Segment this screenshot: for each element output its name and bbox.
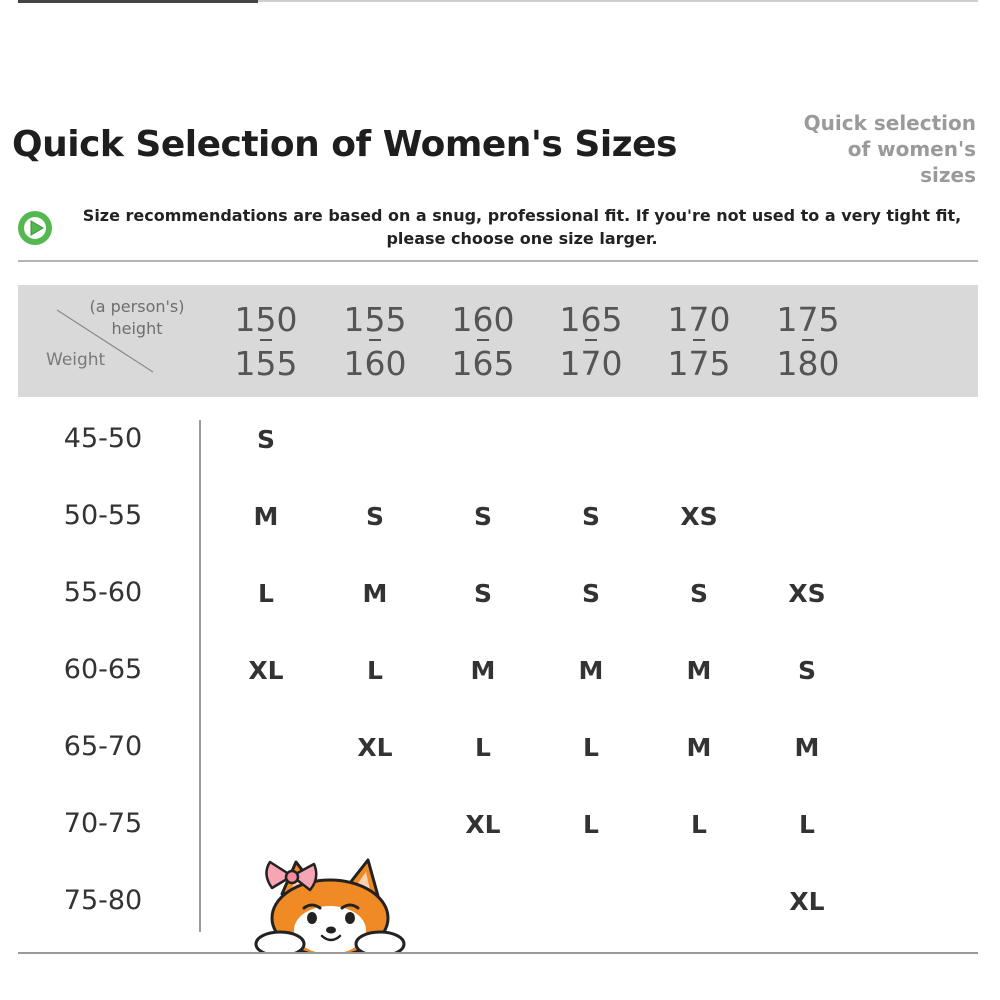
height-from: 155 bbox=[343, 300, 407, 339]
size-cell: S bbox=[365, 502, 384, 531]
size-cell: L bbox=[583, 733, 599, 762]
height-column-1 bbox=[325, 298, 425, 386]
size-cell: L bbox=[583, 810, 599, 839]
size-cell: M bbox=[470, 656, 496, 685]
weight-column-divider bbox=[199, 420, 201, 932]
size-cell: L bbox=[799, 810, 815, 839]
size-cell: L bbox=[258, 579, 274, 608]
corner-height-label: (a person's) height bbox=[89, 297, 185, 338]
weight-range-label: 65-70 bbox=[63, 731, 143, 762]
height-from: 175 bbox=[776, 300, 840, 339]
top-divider-accent bbox=[18, 0, 258, 3]
size-cell: XL bbox=[465, 810, 501, 839]
size-cell: S bbox=[473, 579, 492, 608]
page-subtitle: Quick selection of women's sizes bbox=[803, 111, 976, 187]
corner-weight-label: Weight bbox=[46, 350, 106, 370]
size-cell: S bbox=[581, 502, 600, 531]
size-cell: M bbox=[362, 579, 388, 608]
weight-range-label: 60-65 bbox=[63, 654, 143, 685]
height-to: 180 bbox=[758, 342, 858, 386]
size-cell: XS bbox=[680, 502, 718, 531]
size-cell: XL bbox=[248, 656, 284, 685]
size-cell: M bbox=[794, 733, 820, 762]
height-column-3 bbox=[541, 298, 641, 386]
height-to: 155 bbox=[216, 342, 316, 386]
size-cell: L bbox=[475, 733, 491, 762]
height-to: 175 bbox=[649, 342, 749, 386]
size-cell: S bbox=[581, 579, 600, 608]
height-column-5 bbox=[758, 298, 858, 386]
size-cell: S bbox=[797, 656, 816, 685]
height-from: 150 bbox=[234, 300, 298, 339]
weight-range-label: 75-80 bbox=[63, 885, 143, 916]
height-column-0 bbox=[216, 298, 316, 386]
weight-range-label: 55-60 bbox=[63, 577, 143, 608]
height-from: 160 bbox=[451, 300, 515, 339]
weight-range-label: 70-75 bbox=[63, 808, 143, 839]
size-cell: XL bbox=[789, 887, 825, 916]
size-cell: XL bbox=[357, 733, 393, 762]
play-circle-icon bbox=[18, 211, 52, 245]
height-from: 165 bbox=[559, 300, 623, 339]
size-cell: L bbox=[691, 810, 707, 839]
weight-range-label: 50-55 bbox=[63, 500, 143, 531]
size-cell: M bbox=[686, 733, 712, 762]
size-cell: S bbox=[689, 579, 708, 608]
height-to: 165 bbox=[433, 342, 533, 386]
page-title: Quick Selection of Women's Sizes bbox=[12, 124, 677, 165]
size-cell: M bbox=[578, 656, 604, 685]
weight-range-label: 45-50 bbox=[63, 423, 143, 454]
size-cell: S bbox=[473, 502, 492, 531]
size-cell: M bbox=[253, 502, 279, 531]
height-from: 170 bbox=[667, 300, 731, 339]
height-to: 170 bbox=[541, 342, 641, 386]
section-divider bbox=[18, 260, 978, 262]
size-cell: L bbox=[367, 656, 383, 685]
size-cell: M bbox=[686, 656, 712, 685]
bottom-divider bbox=[18, 952, 978, 954]
height-column-2 bbox=[433, 298, 533, 386]
size-cell: S bbox=[256, 425, 275, 454]
height-to: 160 bbox=[325, 342, 425, 386]
height-column-4 bbox=[649, 298, 749, 386]
shiba-dog-icon bbox=[252, 852, 408, 954]
fit-note: Size recommendations are based on a snug, professional fit. If you're not used to a very tight fit, please choose one size larger. bbox=[82, 206, 962, 248]
size-cell: XS bbox=[788, 579, 826, 608]
